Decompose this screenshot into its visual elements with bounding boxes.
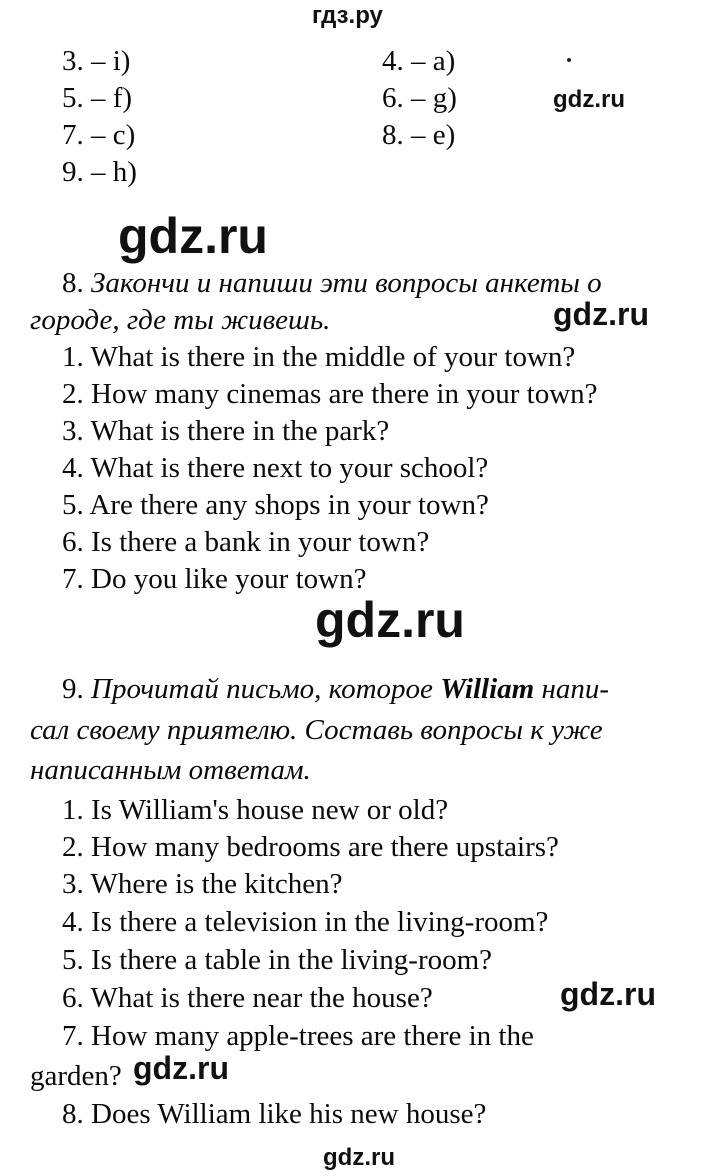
exercise9-task-line1 — [62, 672, 609, 706]
watermark: gdz.ru — [553, 296, 649, 332]
exercise8-item-7: 7. Do you like your town? — [62, 563, 367, 595]
exercise8-task-line1 — [62, 266, 602, 300]
watermark: gdz.ru — [133, 1050, 229, 1086]
exercise9-task-line2: сал своему приятелю. Составь вопросы к уже — [30, 714, 603, 746]
exercise9-item-2: 2. How many bedrooms are there upstairs? — [62, 831, 559, 863]
watermark: gdz.ru — [553, 86, 625, 113]
exercise8-item-3: 3. What is there in the park? — [62, 415, 390, 447]
answer-7: 7. – c) — [62, 119, 136, 151]
exercise8-item-5: 5. Are there any shops in your town? — [62, 489, 489, 521]
exercise9-task-start: Прочитай письмо, которое — [91, 673, 433, 705]
exercise9-number: 9. — [62, 673, 84, 705]
exercise8-item-1: 1. What is there in the middle of your town? — [62, 341, 576, 373]
exercise9-item-7-line2: garden? — [30, 1060, 122, 1092]
watermark: gdz.ru — [560, 976, 656, 1012]
exercise8-task-line2: городе, где ты живешь. — [30, 304, 331, 336]
exercise8-item-2: 2. How many cinemas are there in your town? — [62, 378, 598, 410]
speck-mark — [567, 58, 571, 62]
exercise9-item-3: 3. Where is the kitchen? — [62, 868, 343, 900]
exercise9-task-line3: написанным ответам. — [30, 754, 311, 786]
exercise9-item-8: 8. Does William like his new house? — [62, 1098, 487, 1130]
site-header: гдз.ру — [312, 2, 383, 29]
exercise8-item-6: 6. Is there a bank in your town? — [62, 526, 430, 558]
exercise9-item-6: 6. What is there near the house? — [62, 982, 433, 1014]
exercise9-item-7-line1: 7. How many apple-trees are there in the — [62, 1020, 534, 1052]
answer-5: 5. – f) — [62, 82, 133, 114]
watermark-large: gdz.ru — [315, 592, 465, 648]
exercise9-task-end: напи- — [541, 673, 609, 705]
answer-4: 4. – a) — [382, 45, 456, 77]
answer-3: 3. – i) — [62, 45, 131, 77]
exercise9-item-1: 1. Is William's house new or old? — [62, 794, 449, 826]
footer-watermark: gdz.ru — [323, 1144, 395, 1171]
exercise9-item-5: 5. Is there a table in the living-room? — [62, 944, 493, 976]
watermark-large: gdz.ru — [118, 208, 268, 264]
exercise9-item-4: 4. Is there a television in the living-room? — [62, 906, 549, 938]
answer-8: 8. – e) — [382, 119, 456, 151]
exercise8-number: 8. — [62, 267, 84, 299]
exercise8-item-4: 4. What is there next to your school? — [62, 452, 489, 484]
exercise9-task-name: William — [440, 673, 535, 705]
answer-9: 9. – h) — [62, 156, 137, 188]
answer-6: 6. – g) — [382, 82, 457, 114]
exercise8-task: Закончи и напиши эти вопросы анкеты о — [91, 267, 602, 299]
